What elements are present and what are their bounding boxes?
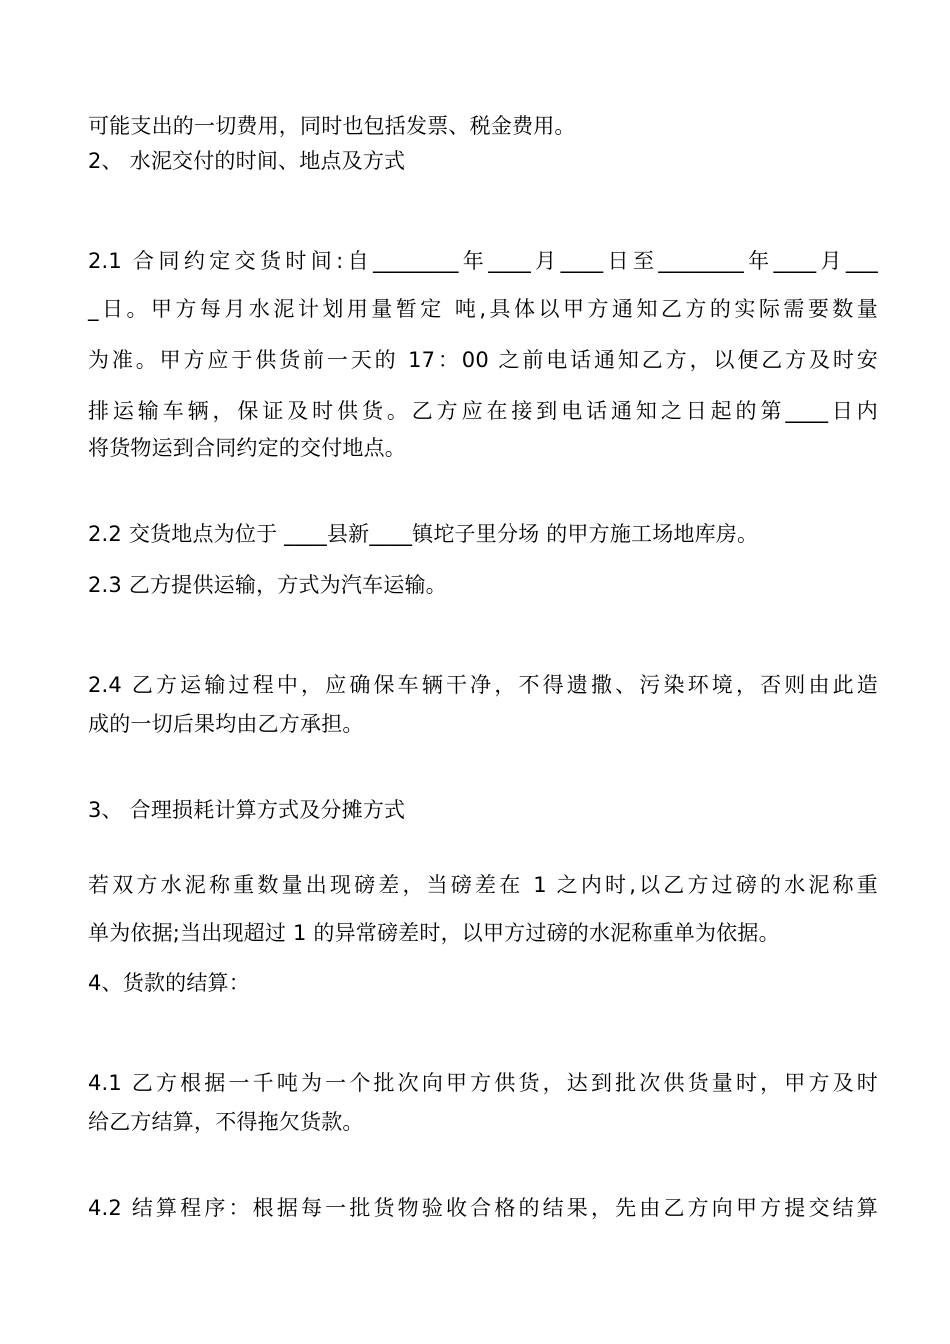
section-heading: 3、 合理损耗计算方式及分摊方式: [88, 798, 406, 822]
text-line: 2.3 乙方提供运输，方式为汽车运输。: [88, 573, 447, 597]
text-line: 若双方水泥称重数量出现磅差，当磅差在 1 之内时,以乙方过磅的水泥称重: [88, 873, 878, 897]
text-line: 排运输车辆，保证及时供货。乙方应在接到电话通知之日起的第____日内: [88, 399, 878, 423]
section-heading: 4、货款的结算：: [88, 971, 250, 995]
text-line: 2.2 交货地点为位于 ____县新____镇坨子里分场 的甲方施工场地库房。: [88, 522, 759, 546]
text-line: 4.1 乙方根据一千吨为一个批次向甲方供货，达到批次供货量时，甲方及时: [88, 1071, 878, 1095]
text-line: 给乙方结算，不得拖欠货款。: [88, 1110, 364, 1134]
text-line: 2.1 合同约定交货时间:自________年____月____日至________年____月___: [88, 249, 878, 273]
text-line: 可能支出的一切费用，同时也包括发票、税金费用。: [88, 114, 576, 138]
text-line: 2.4 乙方运输过程中，应确保车辆干净，不得遗撒、污染环境，否则由此造: [88, 673, 878, 697]
text-line: 为准。甲方应于供货前一天的 17：00 之前电话通知乙方，以便乙方及时安: [88, 348, 878, 372]
text-line: 4.2 结算程序：根据每一批货物验收合格的结果，先由乙方向甲方提交结算: [88, 1196, 878, 1220]
section-heading: 2、 水泥交付的时间、地点及方式: [88, 149, 406, 173]
text-line: 成的一切后果均由乙方承担。: [88, 712, 364, 736]
text-line: 将货物运到合同约定的交付地点。: [88, 436, 406, 460]
text-line: _日。甲方每月水泥计划用量暂定 吨,具体以甲方通知乙方的实际需要数量: [88, 297, 878, 321]
text-line: 单为依据;当出现超过 1 的异常磅差时，以甲方过磅的水泥称重单为依据。: [88, 921, 780, 945]
